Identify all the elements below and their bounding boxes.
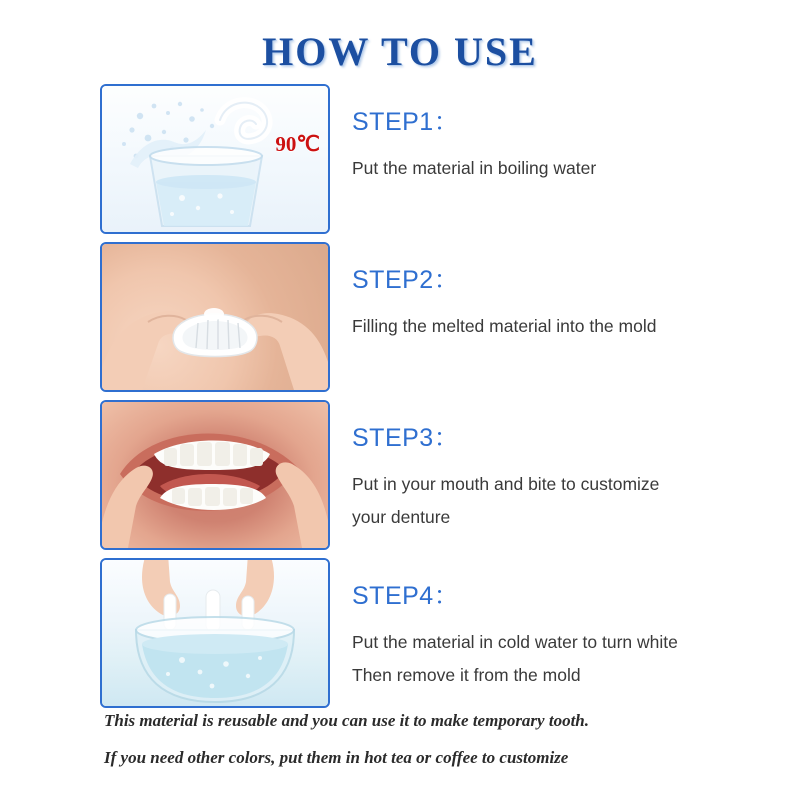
steps-list <box>0 84 800 716</box>
step4-desc-line1: Put the material in cold water to turn white <box>352 632 678 652</box>
step1-text <box>330 84 800 185</box>
page-title: HOW TO USE <box>262 29 538 74</box>
footer-line-2: If you need other colors, put them in hot tea or coffee to customize <box>104 748 569 768</box>
step-row <box>0 400 800 550</box>
step3-desc-line2: your denture <box>352 507 451 528</box>
step1-label: STEP1： <box>352 108 460 136</box>
step3-desc-line1: Put in your mouth and bite to customize <box>352 474 660 494</box>
step2-image <box>100 242 330 392</box>
step1-image <box>100 84 330 234</box>
step2-label: STEP2： <box>352 266 460 294</box>
step-row <box>0 242 800 392</box>
step3-label: STEP3： <box>352 424 460 452</box>
step1-desc-line1: Put the material in boiling water <box>352 158 597 178</box>
boiling-water-glass-illustration <box>102 86 328 232</box>
step4-text <box>330 558 800 693</box>
step-row <box>0 84 800 234</box>
step4-image <box>100 558 330 708</box>
step3-text <box>330 400 800 535</box>
mouth-fitting-denture-illustration <box>102 402 328 548</box>
temperature-badge: 90℃ <box>275 132 320 156</box>
step4-desc-line2: Then remove it from the mold <box>352 665 581 686</box>
step2-text <box>330 242 800 343</box>
footer-notes <box>104 702 744 777</box>
step3-image <box>100 400 330 550</box>
step4-label: STEP4： <box>352 582 460 610</box>
footer-line-1: This material is reusable and you can use it to make temporary tooth. <box>104 711 589 730</box>
step2-desc-line1: Filling the melted material into the mold <box>352 316 657 336</box>
cold-water-bowl-illustration <box>102 560 328 706</box>
step-row <box>0 558 800 708</box>
filling-mold-illustration <box>102 244 328 390</box>
